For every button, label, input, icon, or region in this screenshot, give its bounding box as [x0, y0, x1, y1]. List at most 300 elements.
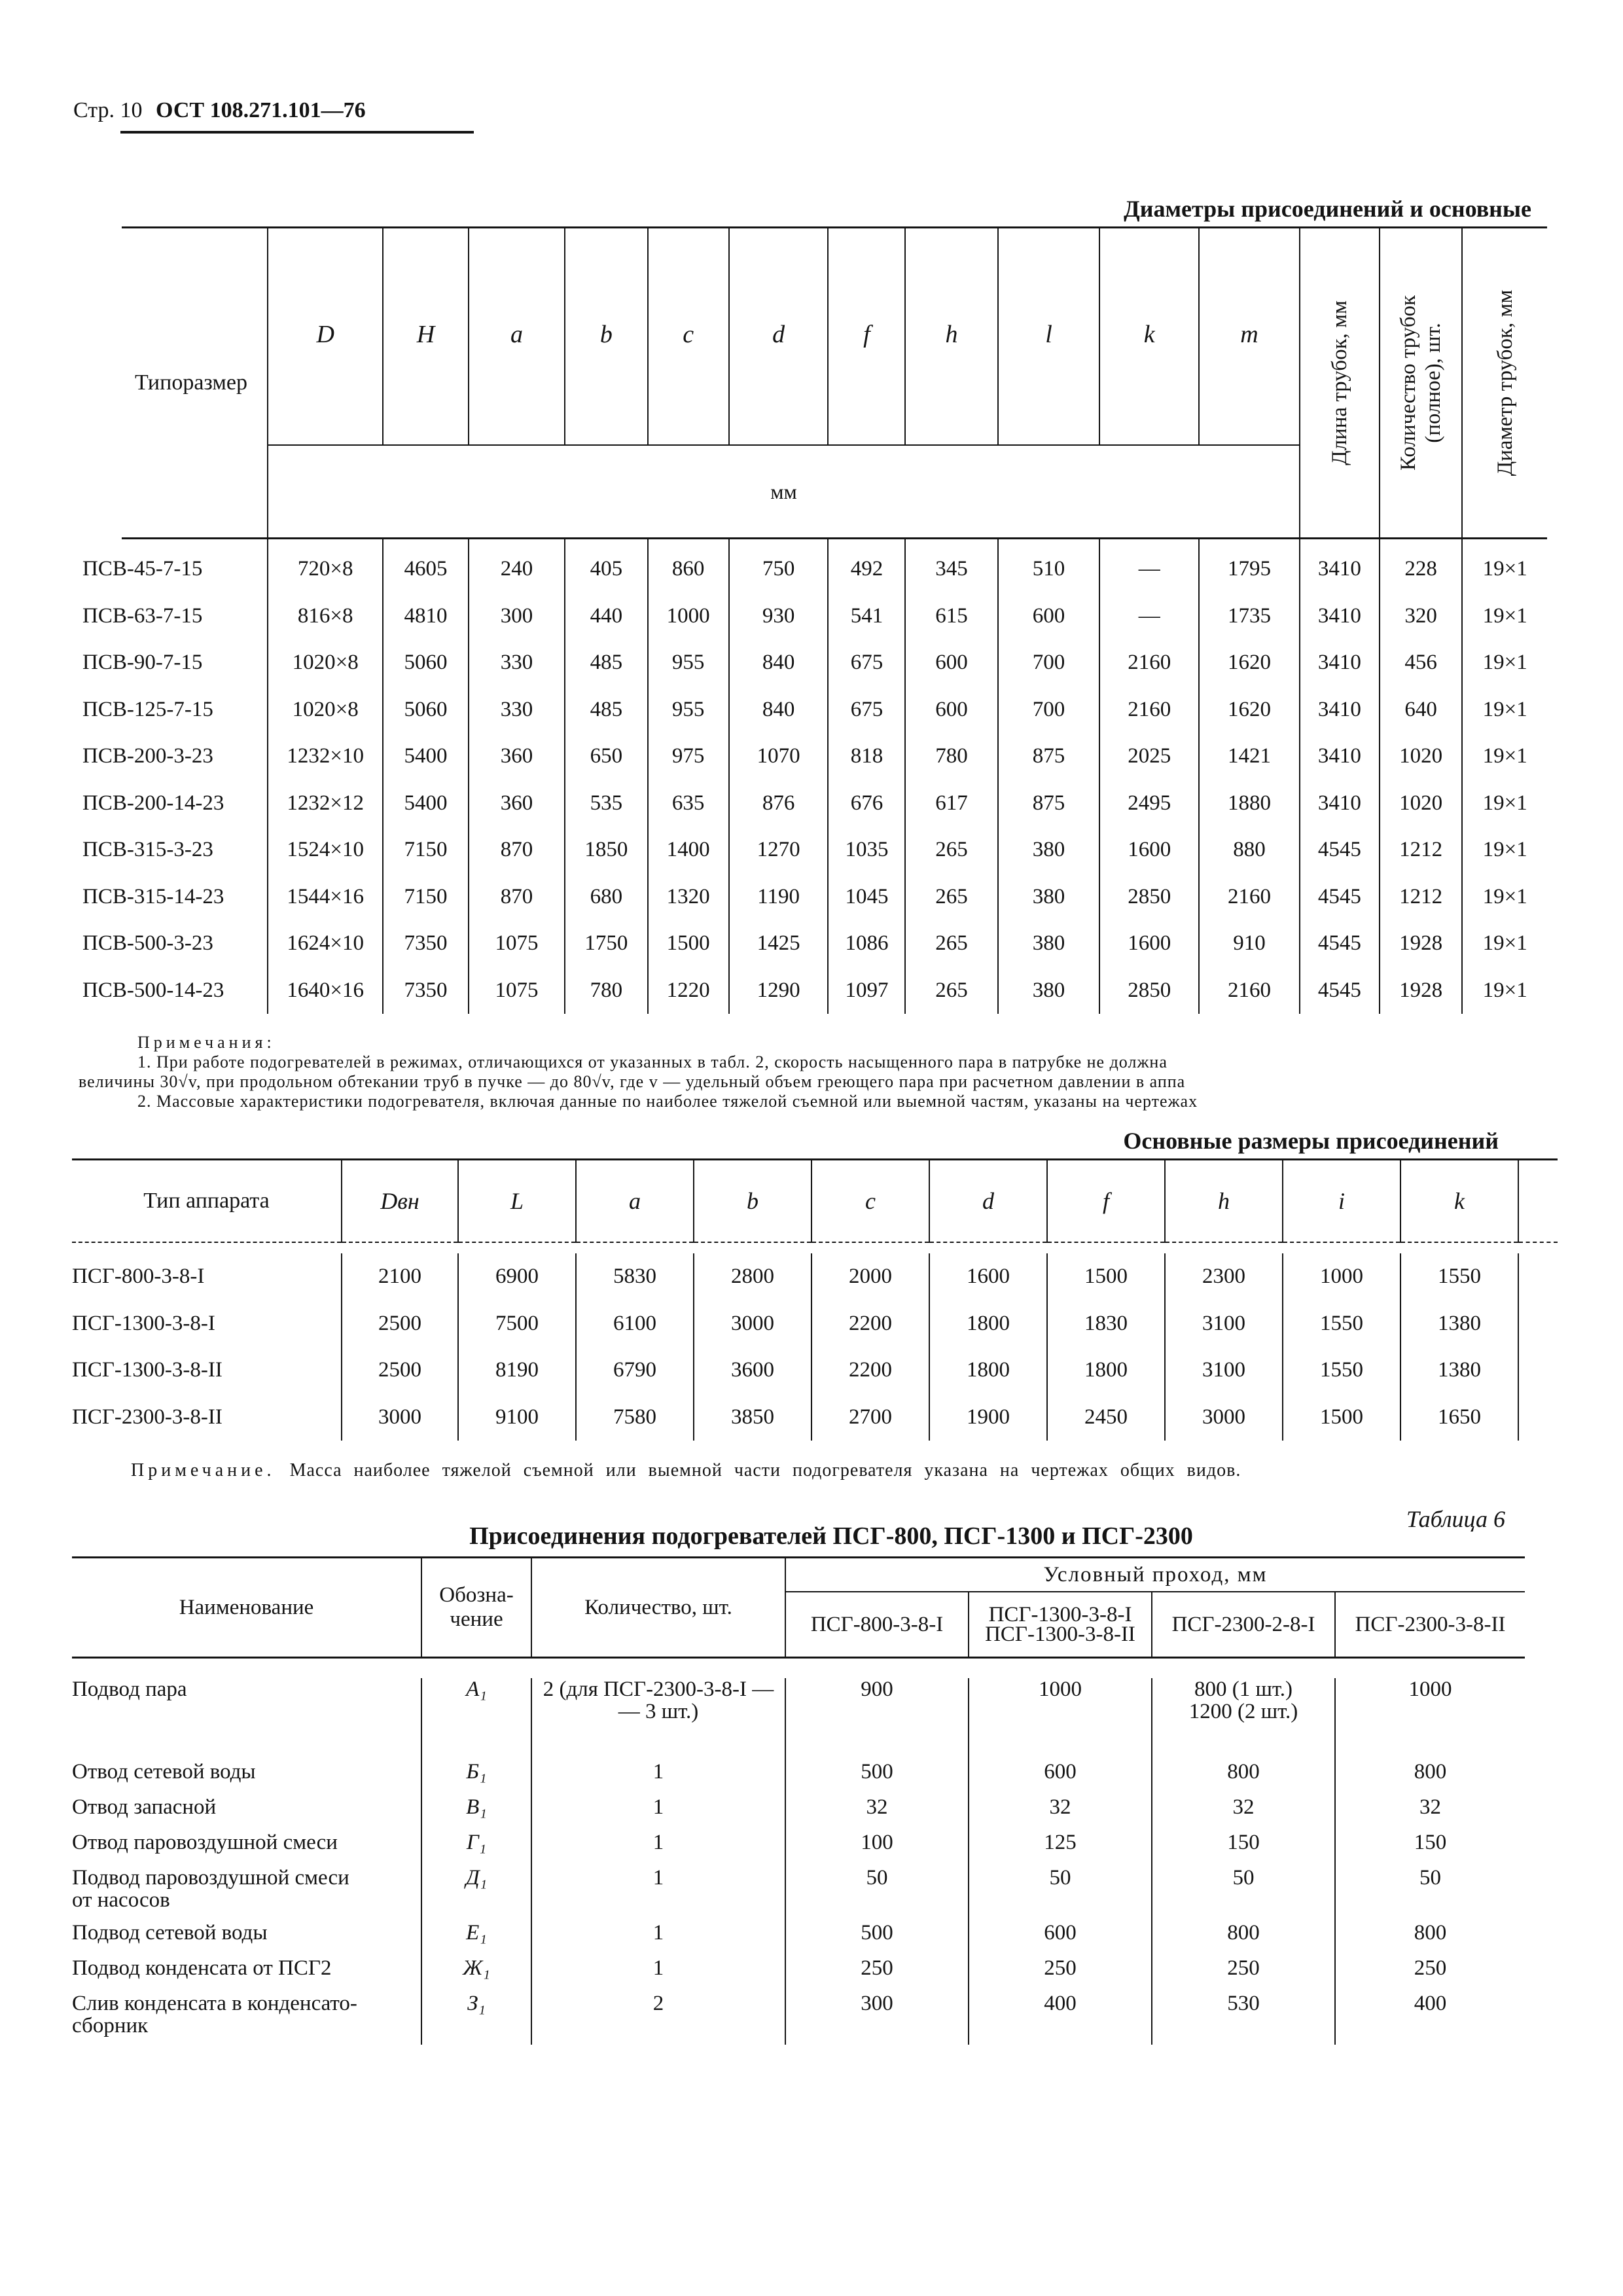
table1-cell: 700	[998, 687, 1100, 734]
table2-cell: 2100	[342, 1253, 458, 1300]
table2-cell: 2450	[1047, 1394, 1165, 1441]
table1-cell: 3410	[1300, 639, 1380, 687]
table1-cell: 380	[998, 920, 1100, 967]
table1-cell: 1086	[828, 920, 905, 967]
table2-caption: Основные размеры присоединений	[1123, 1128, 1499, 1154]
table1-cell: 380	[998, 967, 1100, 1014]
table1-cell: 2495	[1099, 780, 1199, 827]
table1-row-name: ПСВ-315-3-23	[82, 838, 213, 862]
table3-row-quantity: 1	[531, 1867, 785, 1922]
table3-cell: 800	[1335, 1922, 1525, 1957]
table1-cell: 700	[998, 639, 1100, 687]
table1-cell: 1640×16	[268, 967, 383, 1014]
table3-cell: 600	[969, 1761, 1152, 1796]
table2-row	[72, 1347, 1558, 1394]
table1-cell: 265	[905, 874, 997, 921]
table1-row	[122, 733, 1547, 780]
table1-header-letter: d	[729, 228, 829, 445]
notes1-line3: 2. Массовые характеристики подогревателя, включая данные по наиболее тяжелой съемной или выемной частям, указаны на чертежах	[137, 1092, 1198, 1111]
table1-cell: 19×1	[1462, 874, 1547, 921]
table3-label: Таблица 6	[1406, 1506, 1505, 1532]
table2-cell: 2000	[812, 1253, 929, 1300]
table3-header-model: ПСГ-800-3-8-I	[785, 1592, 969, 1658]
note2-text: Масса наиболее тяжелой съемной или выемной части подогревателя указана на чертежах общих видов.	[289, 1460, 1241, 1480]
table2-row-name: ПСГ-2300-3-8-II	[72, 1405, 223, 1429]
table2-header-letter: d	[929, 1160, 1047, 1242]
table2-cell: 1550	[1283, 1300, 1400, 1348]
table2-cell: 2200	[812, 1347, 929, 1394]
table2-cell: 7500	[458, 1300, 576, 1348]
table1-cell: 485	[565, 639, 647, 687]
table1-row-name: ПСВ-315-14-23	[82, 884, 224, 908]
table3-cell: 50	[1335, 1867, 1525, 1922]
table1-cell: 19×1	[1462, 639, 1547, 687]
table1-cell: 1500	[648, 920, 729, 967]
table3-cell: 900	[785, 1678, 969, 1761]
table2-cell: 1380	[1400, 1347, 1518, 1394]
table3-row-symbol: В₁	[421, 1796, 531, 1831]
table1-cell: 2025	[1099, 733, 1199, 780]
table1-cell: 875	[998, 733, 1100, 780]
table1-cell: 1600	[1099, 827, 1199, 874]
table3-cell: 125	[969, 1831, 1152, 1867]
table1-cell: 1232×10	[268, 733, 383, 780]
table3-cell: 150	[1335, 1831, 1525, 1867]
table1-cell: 780	[905, 733, 997, 780]
table2-cell: 5830	[576, 1253, 694, 1300]
table3-cell: 250	[1335, 1957, 1525, 1992]
table1-cell: 3410	[1300, 539, 1380, 593]
table1-cell: 818	[828, 733, 905, 780]
table3-row-quantity: 1	[531, 1957, 785, 1992]
table2-header-letter: Dвн	[342, 1160, 458, 1242]
table1-cell: 1880	[1199, 780, 1300, 827]
table1-cell: 1035	[828, 827, 905, 874]
table1-cell: 492	[828, 539, 905, 593]
table1-cell: 1020	[1380, 733, 1462, 780]
table1-cell: 1075	[469, 920, 565, 967]
table3-row-symbol: Ж₁	[421, 1957, 531, 1992]
table1-cell: 1320	[648, 874, 729, 921]
table1-row	[122, 920, 1547, 967]
table2-cell: 3850	[694, 1394, 812, 1441]
page-header	[73, 98, 366, 123]
table1-cell: 955	[648, 639, 729, 687]
table1-cell: 405	[565, 539, 647, 593]
table1-cell: 535	[565, 780, 647, 827]
note2-label: Примечание.	[131, 1460, 276, 1480]
table2-header-letter: k	[1400, 1160, 1518, 1242]
table1-cell: 7150	[383, 827, 469, 874]
table1-row-name: ПСВ-45-7-15	[82, 557, 203, 581]
table1-header-letter: H	[383, 228, 469, 445]
table1-row-name: ПСВ-500-3-23	[82, 931, 213, 956]
table1-cell: 955	[648, 687, 729, 734]
table3-row	[72, 1867, 1525, 1922]
table1-cell: 320	[1380, 593, 1462, 640]
table1-row	[122, 874, 1547, 921]
notes1-line2: величины 30√v, при продольном обтекании труб в пучке — до 80√v, где v — удельный объем греющего пара при расчетном давлении в аппа	[79, 1072, 1186, 1091]
table1-cell: 228	[1380, 539, 1462, 593]
table1-row-name: ПСВ-200-3-23	[82, 744, 213, 768]
table3-row-name: Отвод паровоздушной смеси	[72, 1831, 338, 1854]
table1-cell: 4545	[1300, 874, 1380, 921]
table1-cell: 1097	[828, 967, 905, 1014]
table3-row	[72, 1831, 1525, 1867]
table1-cell: 5400	[383, 733, 469, 780]
table2-cell: 2200	[812, 1300, 929, 1348]
header-underline	[120, 131, 474, 134]
table3-row-name: Отвод сетевой воды	[72, 1760, 256, 1784]
table2-cell: 6100	[576, 1300, 694, 1348]
table1-row-name: ПСВ-200-14-23	[82, 791, 224, 815]
table1-cell: 930	[729, 593, 829, 640]
table1-cell: 676	[828, 780, 905, 827]
table2-cell: 3000	[342, 1394, 458, 1441]
table1-cell: 1524×10	[268, 827, 383, 874]
table2-header-name: Тип аппарата	[143, 1189, 270, 1213]
table3-row	[72, 1761, 1525, 1796]
notes1-title: Примечания:	[137, 1033, 276, 1052]
table3-row	[72, 1957, 1525, 1992]
table1-cell: 750	[729, 539, 829, 593]
table2-cell: 3000	[694, 1300, 812, 1348]
table1-cell: 615	[905, 593, 997, 640]
table1-cell: 510	[998, 539, 1100, 593]
table3-row	[72, 1796, 1525, 1831]
table1-cell: 1928	[1380, 920, 1462, 967]
table1-cell: 19×1	[1462, 780, 1547, 827]
table1-vertical-label: Количество трубок (полное), шт.	[1397, 295, 1446, 471]
table1-cell: 2160	[1099, 639, 1199, 687]
table3-cell: 150	[1152, 1831, 1335, 1867]
table1-cell: 880	[1199, 827, 1300, 874]
table3-cell: 32	[785, 1796, 969, 1831]
table3-cell: 250	[785, 1957, 969, 1992]
table2-header-letter: a	[576, 1160, 694, 1242]
table3	[72, 1556, 1525, 2045]
table1-unit: мм	[770, 479, 797, 503]
table1-cell: 5400	[383, 780, 469, 827]
table1-cell: 600	[905, 687, 997, 734]
table3-row-quantity: 2 (для ПСГ-2300-3-8-I — — 3 шт.)	[531, 1678, 785, 1761]
table3-cell: 400	[969, 1992, 1152, 2045]
table3-row-quantity: 1	[531, 1796, 785, 1831]
table3-row-symbol: Д₁	[421, 1867, 531, 1922]
table2-cell: 1500	[1047, 1253, 1165, 1300]
table3-row-quantity: 1	[531, 1922, 785, 1957]
table2-cell: 2700	[812, 1394, 929, 1441]
table1-cell: 4545	[1300, 967, 1380, 1014]
table1-header-letter: l	[998, 228, 1100, 445]
table1-cell: 1421	[1199, 733, 1300, 780]
table1-cell: 1020	[1380, 780, 1462, 827]
table1-cell: 360	[469, 733, 565, 780]
table3-title: Присоединения подогревателей ПСГ-800, ПСГ-1300 и ПСГ-2300	[469, 1522, 1193, 1550]
table3-header-name: Наименование	[179, 1595, 314, 1619]
table2-cell: 6790	[576, 1347, 694, 1394]
table2-cell: 1800	[1047, 1347, 1165, 1394]
table2-cell: 1550	[1400, 1253, 1518, 1300]
table3-cell: 500	[785, 1761, 969, 1796]
table2-cell: 1800	[929, 1347, 1047, 1394]
table3-cell: 800	[1152, 1922, 1335, 1957]
table1-cell: 380	[998, 827, 1100, 874]
table3-cell: 50	[969, 1867, 1152, 1922]
table3-row-quantity: 1	[531, 1831, 785, 1867]
table1-cell: 1735	[1199, 593, 1300, 640]
table2-cell: 1550	[1283, 1347, 1400, 1394]
standard-code: ОСТ 108.271.101—76	[156, 98, 366, 122]
table1-header-vertical	[1300, 228, 1380, 539]
table1-cell: 840	[729, 639, 829, 687]
table2-cell: 1500	[1283, 1394, 1400, 1441]
table3-cell: 600	[969, 1922, 1152, 1957]
table2-cell: 1800	[929, 1300, 1047, 1348]
table1-vertical-label: Длина трубок, мм	[1327, 300, 1351, 465]
note2	[131, 1461, 1538, 1480]
table3-row-symbol: Г₁	[421, 1831, 531, 1867]
notes1-line1: 1. При работе подогревателей в режимах, отличающихся от указанных в табл. 2, скорость насыщенного пара в патрубке не должна	[137, 1052, 1168, 1071]
table1-cell: 360	[469, 780, 565, 827]
table2-row-name: ПСГ-1300-3-8-II	[72, 1358, 223, 1382]
table3-row	[72, 1992, 1525, 2045]
table1-cell: 5060	[383, 687, 469, 734]
table3-cell: 530	[1152, 1992, 1335, 2045]
table3-row	[72, 1922, 1525, 1957]
table1-cell: 4605	[383, 539, 469, 593]
table1-cell: 1750	[565, 920, 647, 967]
table2-header-letter: c	[812, 1160, 929, 1242]
table2-cell: 2500	[342, 1300, 458, 1348]
table3-row-symbol: А₁	[421, 1678, 531, 1761]
table1-cell: 19×1	[1462, 687, 1547, 734]
table1-cell: 3410	[1300, 687, 1380, 734]
table3-cell: 1000	[1335, 1678, 1525, 1761]
table1-cell: 240	[469, 539, 565, 593]
table3-header-bore: Условный проход, мм	[785, 1558, 1525, 1592]
table3-row-symbol: Б₁	[421, 1761, 531, 1796]
table1-cell: 19×1	[1462, 593, 1547, 640]
table1-cell: 19×1	[1462, 733, 1547, 780]
table2-header-letter: h	[1165, 1160, 1283, 1242]
table1-cell: 1212	[1380, 874, 1462, 921]
table1-cell: 1000	[648, 593, 729, 640]
table1-header-vertical	[1380, 228, 1462, 539]
table1-header-letter: k	[1099, 228, 1199, 445]
table1-cell: 265	[905, 827, 997, 874]
table1-cell: 1425	[729, 920, 829, 967]
table1-cell: —	[1099, 593, 1199, 640]
table2-row	[72, 1394, 1558, 1441]
table1-cell: 1620	[1199, 687, 1300, 734]
table1-cell: 19×1	[1462, 827, 1547, 874]
table3-header-quantity: Количество, шт.	[531, 1558, 785, 1658]
table1-cell: 1232×12	[268, 780, 383, 827]
table3-cell: 800	[1335, 1761, 1525, 1796]
table2-cell: 1830	[1047, 1300, 1165, 1348]
table1-cell: 3410	[1300, 733, 1380, 780]
table1-row-name: ПСВ-90-7-15	[82, 651, 203, 675]
table2-cell: 1600	[929, 1253, 1047, 1300]
table1-cell: 650	[565, 733, 647, 780]
table2-cell: 1650	[1400, 1394, 1518, 1441]
table1-cell: 2850	[1099, 967, 1199, 1014]
table1-row	[122, 539, 1547, 593]
table1-row-name: ПСВ-125-7-15	[82, 697, 213, 721]
table1-cell: 4810	[383, 593, 469, 640]
table1-cell: 1850	[565, 827, 647, 874]
table3-cell: 500	[785, 1922, 969, 1957]
table1-cell: 265	[905, 967, 997, 1014]
table1-cell: 816×8	[268, 593, 383, 640]
table1-cell: 1220	[648, 967, 729, 1014]
table1-cell: 300	[469, 593, 565, 640]
table3-cell: 250	[1152, 1957, 1335, 1992]
table1-cell: 1020×8	[268, 639, 383, 687]
table1-cell: 780	[565, 967, 647, 1014]
table3-row-quantity: 1	[531, 1761, 785, 1796]
table1-cell: 2850	[1099, 874, 1199, 921]
table1	[82, 226, 1547, 1014]
table1-caption: Диаметры присоединений и основные	[1124, 196, 1531, 222]
table1-header-letter: b	[565, 228, 647, 445]
table1-cell: 2160	[1099, 687, 1199, 734]
table1-header-letter: m	[1199, 228, 1300, 445]
table1-cell: 3410	[1300, 780, 1380, 827]
table1-cell: 635	[648, 780, 729, 827]
table1-header-letter: h	[905, 228, 997, 445]
table1-cell: 680	[565, 874, 647, 921]
table1-cell: 541	[828, 593, 905, 640]
table3-row	[72, 1678, 1525, 1761]
table1-cell: 910	[1199, 920, 1300, 967]
table2-cell: 1380	[1400, 1300, 1518, 1348]
table1-cell: 1400	[648, 827, 729, 874]
table3-header-model: ПСГ-2300-2-8-I	[1152, 1592, 1335, 1658]
table1-row	[122, 593, 1547, 640]
table1-cell: 870	[469, 874, 565, 921]
table1-cell: 1928	[1380, 967, 1462, 1014]
table1-header-name: Типоразмер	[122, 228, 268, 539]
table3-cell: 100	[785, 1831, 969, 1867]
table3-cell: 50	[785, 1867, 969, 1922]
table3-row-name: Отвод запасной	[72, 1795, 217, 1819]
table2-cell: 2800	[694, 1253, 812, 1300]
table1-row	[122, 827, 1547, 874]
table1-cell: 7350	[383, 967, 469, 1014]
table1-cell: 640	[1380, 687, 1462, 734]
table1-cell: 380	[998, 874, 1100, 921]
table2-cell: 3000	[1165, 1394, 1283, 1441]
table1-cell: 1075	[469, 967, 565, 1014]
table1-row	[122, 639, 1547, 687]
table1-cell: 860	[648, 539, 729, 593]
table1-cell: 330	[469, 639, 565, 687]
table2-header-letter: i	[1283, 1160, 1400, 1242]
table2-row	[72, 1253, 1558, 1300]
table3-row-name: Подвод пара	[72, 1677, 187, 1701]
table1-cell: 600	[998, 593, 1100, 640]
table1-header-letter: a	[469, 228, 565, 445]
table1-header-letter: D	[268, 228, 383, 445]
table1-cell: 1190	[729, 874, 829, 921]
table2-cell: 1000	[1283, 1253, 1400, 1300]
table1-cell: 3410	[1300, 593, 1380, 640]
table3-cell: 800	[1152, 1761, 1335, 1796]
table1-cell: 617	[905, 780, 997, 827]
page-number: Стр. 10	[73, 98, 143, 122]
table3-cell: 32	[1335, 1796, 1525, 1831]
table1-cell: 7350	[383, 920, 469, 967]
table1-row	[122, 780, 1547, 827]
table3-cell: 50	[1152, 1867, 1335, 1922]
table2-cell: 2500	[342, 1347, 458, 1394]
table1-row-name: ПСВ-500-14-23	[82, 978, 224, 1002]
table1-cell: 19×1	[1462, 920, 1547, 967]
table2-header-letter: b	[694, 1160, 812, 1242]
table2-cell: 2300	[1165, 1253, 1283, 1300]
table3-cell: 32	[969, 1796, 1152, 1831]
table1-cell: 675	[828, 639, 905, 687]
table3-row-quantity: 2	[531, 1992, 785, 2045]
table1-cell: 485	[565, 687, 647, 734]
table1-vertical-label: Диаметр трубок, мм	[1493, 289, 1517, 476]
table1-row	[122, 687, 1547, 734]
table3-cell: 800 (1 шт.) 1200 (2 шт.)	[1152, 1678, 1335, 1761]
table2-cell: 3100	[1165, 1347, 1283, 1394]
table1-cell: 975	[648, 733, 729, 780]
table3-header-model: ПСГ-2300-3-8-II	[1335, 1592, 1525, 1658]
table3-row-name: Слив конденсата в конденсато- сборник	[72, 1992, 357, 2037]
table1-cell: 456	[1380, 639, 1462, 687]
table1-cell: 1290	[729, 967, 829, 1014]
table2-cell: 3100	[1165, 1300, 1283, 1348]
table1-cell: 720×8	[268, 539, 383, 593]
table1-cell: 1544×16	[268, 874, 383, 921]
table3-header-model: ПСГ-1300-3-8-I ПСГ-1300-3-8-II	[969, 1592, 1152, 1658]
table2-row-name: ПСГ-1300-3-8-I	[72, 1311, 215, 1335]
table2-header-letter: f	[1047, 1160, 1165, 1242]
table3-row-symbol: Е₁	[421, 1922, 531, 1957]
table1-cell: 2160	[1199, 967, 1300, 1014]
table1-cell: 1070	[729, 733, 829, 780]
table1-header-letter: f	[828, 228, 905, 445]
table1-header-vertical	[1462, 228, 1547, 539]
table1-cell: 870	[469, 827, 565, 874]
table1-cell: 1620	[1199, 639, 1300, 687]
table1-cell: 1212	[1380, 827, 1462, 874]
table1-cell: 19×1	[1462, 539, 1547, 593]
table1-cell: 875	[998, 780, 1100, 827]
table2-cell: 3600	[694, 1347, 812, 1394]
table1-row-name: ПСВ-63-7-15	[82, 603, 203, 628]
table2-row	[72, 1300, 1558, 1348]
table1-cell: 840	[729, 687, 829, 734]
table1-cell: 5060	[383, 639, 469, 687]
table2-header-letter: L	[458, 1160, 576, 1242]
table1-row	[122, 967, 1547, 1014]
table1-cell: 265	[905, 920, 997, 967]
table1-cell: 330	[469, 687, 565, 734]
table2-cell: 7580	[576, 1394, 694, 1441]
table1-cell: 675	[828, 687, 905, 734]
table3-row-name: Подвод паровоздушной смеси от насосов	[72, 1866, 349, 1912]
table1-cell: 1600	[1099, 920, 1199, 967]
table3-row-symbol: З₁	[421, 1992, 531, 2045]
table3-cell: 300	[785, 1992, 969, 2045]
table1-cell: 1624×10	[268, 920, 383, 967]
